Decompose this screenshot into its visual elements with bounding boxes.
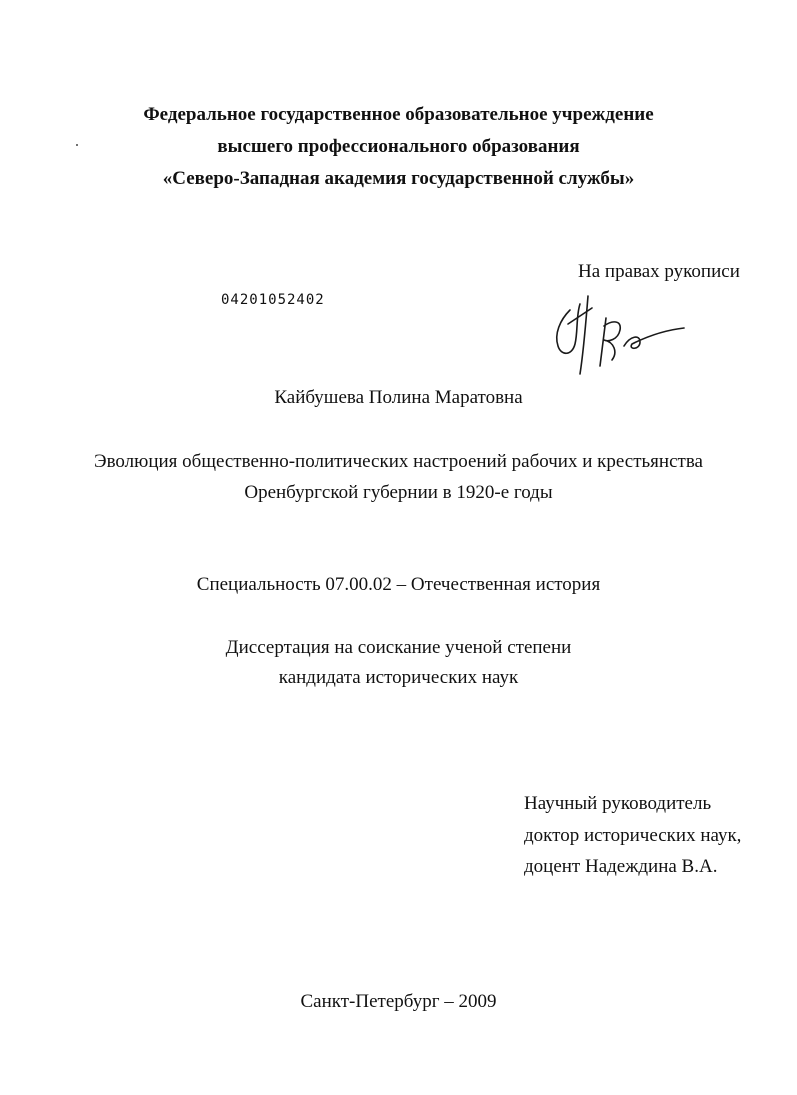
institution-line-2: высшего профессионального образования — [217, 136, 580, 157]
degree-line-1: Диссертация на соискание ученой степени — [225, 637, 572, 658]
supervisor-degree: доктор исторических наук, — [524, 825, 742, 846]
scan-speck — [76, 144, 78, 146]
degree-line-2: кандидата исторических наук — [278, 667, 519, 688]
institution-line-1: Федеральное государственное образовательное учреждение — [143, 104, 654, 125]
supervisor-name: доцент Надеждина В.А. — [524, 856, 718, 877]
institution-line-3: «Северо-Западная академия государственной службы» — [162, 168, 635, 189]
dissertation-title-line-2: Оренбургской губернии в 1920-е годы — [244, 482, 553, 503]
supervisor-role: Научный руководитель — [524, 793, 712, 814]
rights-note: На правах рукописи — [578, 261, 740, 282]
city-year: Санкт-Петербург – 2009 — [300, 991, 497, 1012]
registration-number: 04201052402 — [221, 292, 325, 308]
specialty: Специальность 07.00.02 – Отечественная история — [196, 574, 601, 595]
dissertation-title-line-1: Эволюция общественно-политических настроений рабочих и крестьянства — [94, 451, 703, 472]
signature-icon — [548, 290, 690, 380]
author-name: Кайбушева Полина Маратовна — [274, 387, 523, 408]
